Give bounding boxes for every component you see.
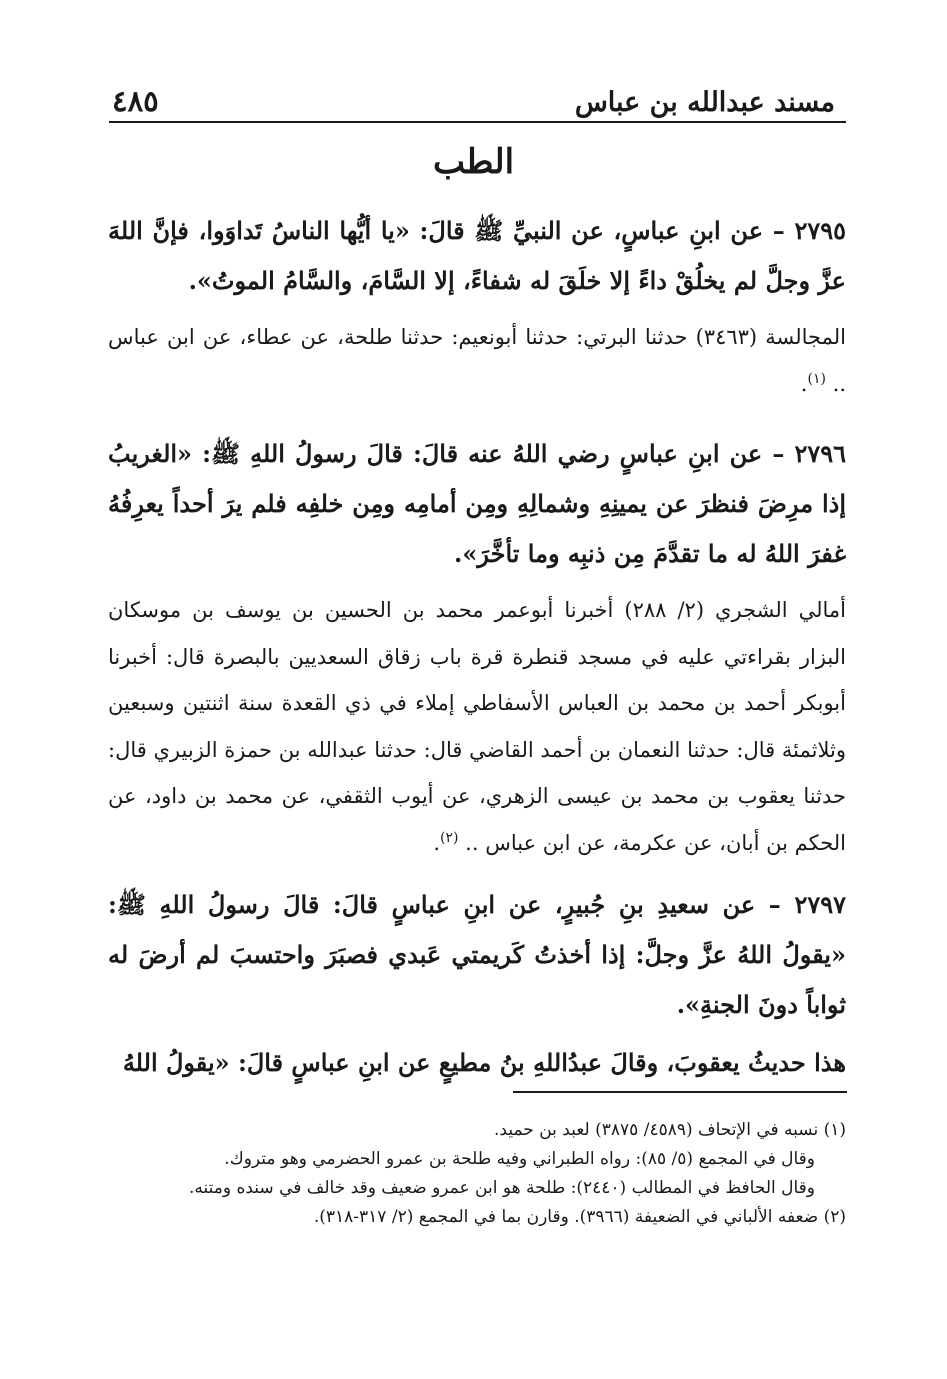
hadith-number: ٢٧٩٦: [794, 439, 846, 468]
hadith-source-2795: المجالسة (٣٤٦٣) حدثنا البرتي: حدثنا أبونعيم: حدثنا طلحة، عن عطاء، عن ابن عباس .. $^{(١)}$.: [108, 325, 846, 396]
footnote-ref: (٢): [440, 829, 459, 846]
footnote-2: (٢) ضعفه الألباني في الضعيفة (٣٩٦٦). وقارن بما في المجمع (٢/ ٣١٧-٣١٨).: [313, 1207, 846, 1227]
footnote-divider: [513, 1091, 847, 1093]
footnotes: [180, 1116, 846, 1232]
footnote-ref: (١): [807, 370, 826, 387]
hadith-number: ٢٧٩٧: [794, 890, 847, 919]
page-body: [108, 206, 846, 1088]
hadith-2797: [108, 880, 846, 1030]
page-number: ٤٨٥: [112, 84, 159, 118]
source-text: المجالسة (٣٤٦٣) حدثنا البرتي: حدثنا أبونعيم: حدثنا طلحة، عن عطاء، عن ابن عباس ..: [108, 325, 846, 396]
footnote-1-continued: وقال في المجمع (٥/ ٨٥): رواه الطبراني وفيه طلحة بن عمرو الحضرمي وهو متروك.: [224, 1149, 815, 1169]
hadith-source-2796: أمالي الشجري (٢/ ٢٨٨) أخبرنا أبوعمر محمد بن الحسين بن يوسف بن موسكان البزار بقراءتي عليه في مسجد قنطرة قرة باب زقاق السعديين بالبصرة قال: أخبرنا أبوبكر أحمد بن محمد بن العباس الأسفاطي إملاء في ذي القعدة سنة اثنتين وسبعين وثلاثمئة قال: حدثنا النعمان بن أحمد القاضي قال: حدثنا عبدالله بن حمزة الزبيري قال: حدثنا يعقوب بن محمد بن عيسى الزهري، عن أيوب الثقفي، عن محمد بن داود، عن الحكم بن أبان، عن عكرمة، عن ابن عباس .. $^{(٢)}$.: [108, 598, 846, 855]
header-divider: [109, 121, 846, 123]
hadith-text: – عن ابنِ عباسٍ، عن النبيِّ ﷺ قالَ: «يا أيُّها الناسُ تَداوَوا، فإنَّ اللهَ عزَّ وجلَّ لم يخلُقْ داءً إلا خلَقَ له شفاءً، إلا السَّامَ، والسَّامُ الموتُ».: [108, 216, 846, 295]
hadith-text: – عن ابنِ عباسٍ رضي اللهُ عنه قالَ: قالَ رسولُ اللهِ ﷺ: «الغريبُ إذا مرِضَ فنظرَ عن يمينِهِ وشمالِهِ ومِن أمامِه ومِن خلفِه فلم يرَ أحداً يعرِفُهُ غفرَ اللهُ له ما تقدَّمَ مِن ذنبِه وما تأخَّرَ».: [108, 439, 846, 568]
hadith-number: ٢٧٩٥: [794, 216, 846, 245]
footnote-1: (١) نسبه في الإتحاف (٤٥٨٩/ ٣٨٧٥) لعبد بن حميد.: [494, 1120, 846, 1140]
footnote-1-continued: وقال الحافظ في المطالب (٢٤٤٠): طلحة هو ابن عمرو ضعيف وقد خالف في سنده ومتنه.: [188, 1178, 815, 1198]
hadith-2796: [108, 429, 846, 579]
hadith-2795: [108, 206, 846, 306]
running-title: مسند عبدالله بن عباس: [574, 87, 835, 118]
chapter-title: الطب: [432, 142, 515, 182]
source-text: أمالي الشجري (٢/ ٢٨٨) أخبرنا أبوعمر محمد بن الحسين بن يوسف بن موسكان البزار بقراءتي عليه في مسجد قنطرة قرة باب زقاق السعديين بالبصرة قال: أخبرنا أبوبكر أحمد بن محمد بن العباس الأسفاطي إملاء في ذي القعدة سنة اثنتين وسبعين وثلاثمئة قال: حدثنا النعمان بن أحمد القاضي قال: حدثنا عبدالله بن حمزة الزبيري قال: حدثنا يعقوب بن محمد بن عيسى الزهري، عن أيوب الثقفي، عن محمد بن داود، عن الحكم بن أبان، عن عكرمة، عن ابن عباس ..: [108, 598, 846, 855]
running-head: [112, 76, 835, 116]
hadith-continuation: هذا حديثُ يعقوبَ، وقالَ عبدُاللهِ بنُ مطيعٍ عن ابنِ عباسٍ قالَ: «يقولُ اللهُ: [122, 1048, 846, 1077]
hadith-text: – عن سعيدِ بنِ جُبيرٍ، عن ابنِ عباسٍ قالَ: قالَ رسولُ اللهِ ﷺ: «يقولُ اللهُ عزَّ وجلَّ: إذا أخذتُ كَريمتي عَبدي فصبَرَ واحتسبَ لم أرضَ له ثواباً دونَ الجنةِ».: [108, 890, 846, 1019]
